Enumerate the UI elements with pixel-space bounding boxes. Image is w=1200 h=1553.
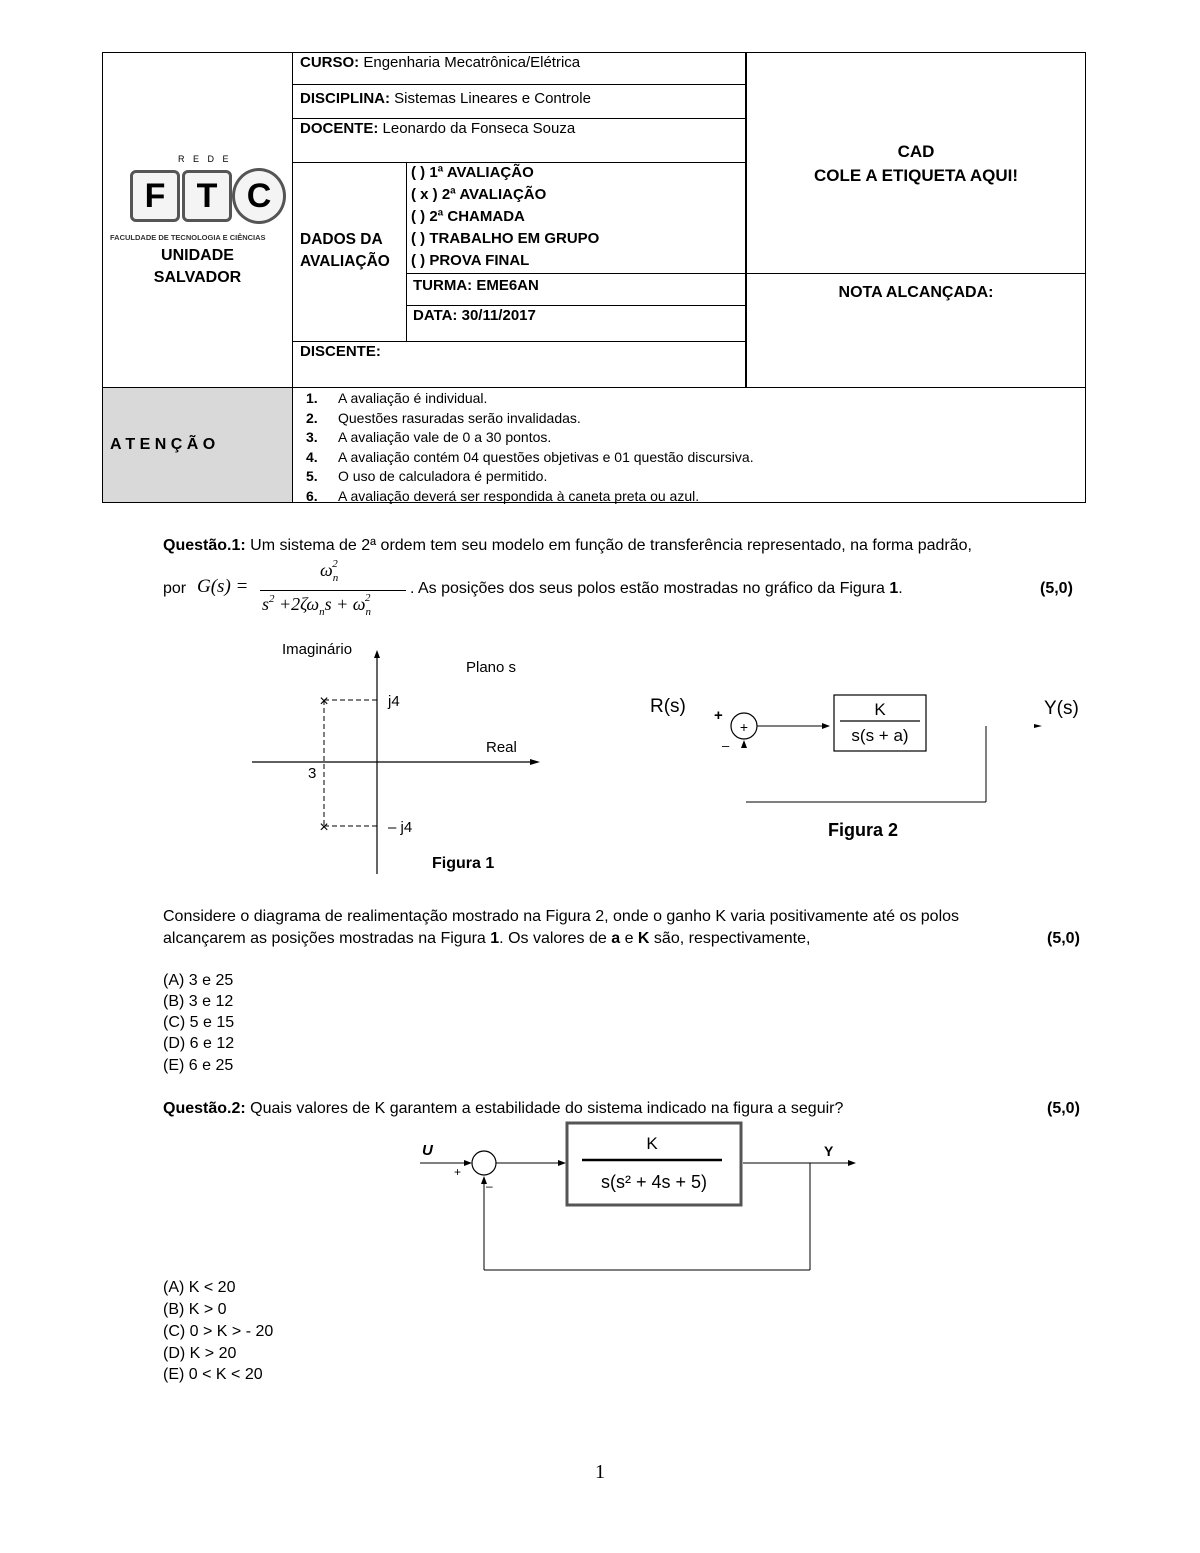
q2-points: (5,0) — [1047, 1100, 1080, 1117]
u-label: U — [422, 1142, 433, 1159]
plano-s-label: Plano s — [466, 659, 517, 676]
imag-axis-label: Imaginário — [282, 641, 353, 658]
q2-intro — [163, 1100, 843, 1118]
logo-letter-f: F — [130, 170, 180, 222]
disciplina-label: DISCIPLINA: — [300, 90, 390, 107]
q2-plus-sign: + — [454, 1165, 462, 1179]
logo-letter-c: C — [232, 168, 286, 224]
figure-1-caption: Figura 1 — [432, 855, 495, 872]
q1-denominator: $s^2 +2\zeta\omega_ns + \omega_n^2$ — [262, 592, 372, 618]
docente-value: Leonardo da Fonseca Souza — [382, 120, 576, 137]
rule-item: 2. Questões rasuradas serão invalidadas. — [306, 409, 581, 426]
plant-den: s(s + a) — [851, 726, 909, 745]
q1-option-e: (E) 6 e 25 — [163, 1057, 234, 1074]
q1-text2: . As posições dos seus polos estão mostradas no gráfico da Figura 1. — [410, 580, 903, 597]
avaliacao-option-2: ( x ) 2ª AVALIAÇÃO — [411, 186, 547, 203]
q1-fraction — [258, 560, 408, 622]
q1-consider-line2: alcançarem as posições mostradas na Figura 1. Os valores de a e K são, respectivamente, — [163, 930, 811, 947]
avaliacao-option-5: ( ) PROVA FINAL — [411, 252, 530, 269]
figure-1-splane — [240, 636, 560, 881]
minus-sign: – — [722, 738, 730, 753]
rs-label: R(s) — [650, 696, 686, 717]
cole-etiqueta-label: COLE A ETIQUETA AQUI! — [814, 166, 1018, 185]
q1-text: Um sistema de 2ª ordem tem seu modelo em função de transferência representado, na forma padrão, — [245, 537, 972, 554]
data-field: DATA: 30/11/2017 — [413, 307, 536, 324]
pole-upper: × — [319, 693, 329, 710]
q2-plant-den: s(s² + 4s + 5) — [600, 1172, 708, 1192]
figure-2-block-diagram — [640, 688, 1100, 848]
q2-summing-junction — [472, 1151, 496, 1175]
avaliacao-option-1: ( ) 1ª AVALIAÇÃO — [411, 164, 534, 181]
real-axis-label: Real — [486, 739, 517, 756]
logo-letter-t: T — [182, 170, 232, 222]
q1-option-d: (D) 6 e 12 — [163, 1035, 235, 1052]
q1-intro — [163, 537, 972, 555]
unidade-label: UNIDADE — [161, 247, 234, 264]
turma-field: TURMA: EME6AN — [413, 277, 539, 294]
disciplina-value: Sistemas Lineares e Controle — [394, 90, 591, 107]
docente-field — [300, 120, 575, 137]
q1-points: (5,0) — [1040, 580, 1073, 597]
discente-field: DISCENTE: — [300, 343, 381, 360]
docente-label: DOCENTE: — [300, 120, 379, 137]
plus-sign: + — [714, 707, 723, 724]
q2-label: Questão.2: — [163, 1100, 246, 1117]
rule-item: 3. A avaliação vale de 0 a 30 pontos. — [306, 429, 552, 445]
disciplina-field — [300, 90, 591, 107]
j4-label: j4 — [388, 693, 400, 710]
q2-option-b: (B) K > 0 — [163, 1301, 227, 1318]
q1-points-2: (5,0) — [1047, 930, 1080, 947]
salvador-label: SALVADOR — [153, 269, 242, 286]
figure-2-caption: Figura 2 — [828, 820, 899, 840]
pole-lower: × — [319, 819, 329, 836]
curso-value: Engenharia Mecatrônica/Elétrica — [363, 54, 581, 71]
q1-consider-line1: Considere o diagrama de realimentação mostrado na Figura 2, onde o ganho K varia positivamente até os polos — [163, 908, 960, 925]
q2-minus-sign: – — [486, 1179, 493, 1193]
atencao-rules — [306, 389, 754, 506]
dados-label-1: DADOS DA — [300, 231, 383, 248]
rule-item: 6. A avaliação deverá ser respondida à caneta preta ou azul. — [306, 487, 700, 504]
atencao-label: A T E N Ç Ã O — [110, 436, 216, 453]
avaliacao-option-4: ( ) TRABALHO EM GRUPO — [411, 230, 600, 247]
ys-label: Y(s) — [1044, 698, 1079, 719]
rule-item: 1. A avaliação é individual. — [306, 390, 488, 406]
minus-j4-label: – j4 — [388, 819, 413, 836]
nota-alcancada-label: NOTA ALCANÇADA: — [838, 284, 994, 301]
avaliacao-option-3: ( ) 2ª CHAMADA — [411, 208, 525, 225]
dados-label-2: AVALIAÇÃO — [300, 253, 390, 270]
q2-option-a: (A) K < 20 — [163, 1279, 236, 1296]
curso-field — [300, 54, 580, 71]
q1-gs: G(s) = — [197, 576, 249, 597]
q2-option-d: (D) K > 20 — [163, 1345, 237, 1362]
rule-item: 5. O uso de calculadora é permitido. — [306, 468, 548, 484]
curso-label: CURSO: — [300, 54, 360, 71]
plant-k: K — [874, 700, 886, 719]
q1-option-c: (C) 5 e 15 — [163, 1014, 235, 1031]
q1-numerator: $\omega_n^2$ — [320, 558, 339, 584]
three-label: 3 — [308, 765, 317, 782]
logo-rede: R E D E — [178, 154, 232, 164]
cad-label: CAD — [897, 142, 935, 161]
q1-option-b: (B) 3 e 12 — [163, 993, 234, 1010]
page-number: 1 — [595, 1461, 605, 1483]
rule-item: 4. A avaliação contém 04 questões objetivas e 01 questão discursiva. — [306, 448, 754, 465]
q2-option-e: (E) 0 < K < 20 — [163, 1366, 263, 1383]
q2-text: Quais valores de K garantem a estabilidade do sistema indicado na figura a seguir? — [245, 1100, 844, 1117]
q1-option-a: (A) 3 e 25 — [163, 972, 234, 989]
summing-plus: + — [739, 719, 749, 735]
q2-block-diagram — [410, 1118, 870, 1280]
q1-label: Questão.1: — [163, 537, 246, 554]
q2-option-c: (C) 0 > K > - 20 — [163, 1323, 274, 1340]
ftc-logo — [110, 150, 292, 250]
q1-por: por — [163, 580, 187, 597]
q2-plant-k: K — [646, 1134, 658, 1153]
y-label: Y — [824, 1143, 834, 1159]
logo-subtitle: FACULDADE DE TECNOLOGIA E CIÊNCIAS — [110, 233, 266, 242]
